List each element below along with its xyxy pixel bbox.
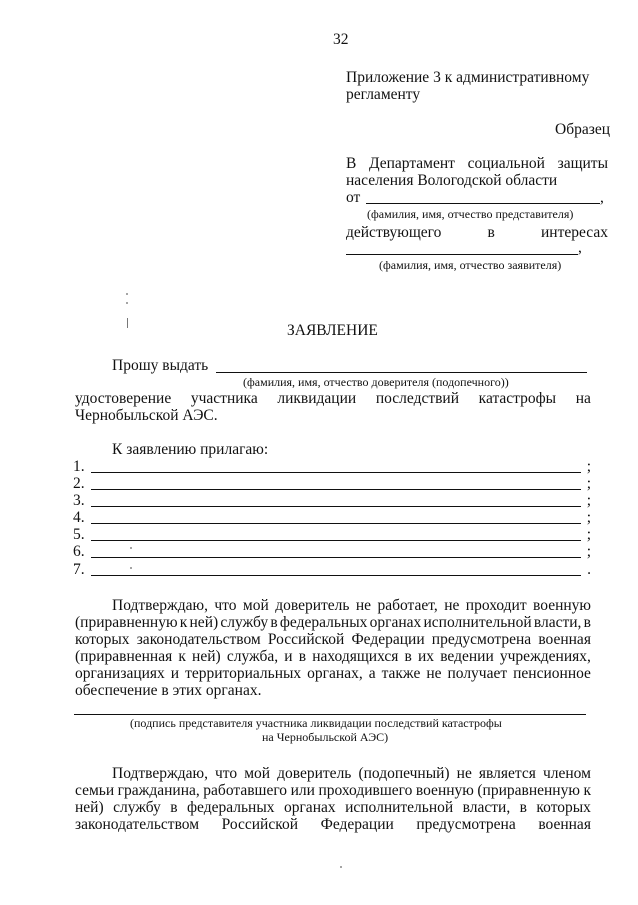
attachment-field-7[interactable] (91, 575, 581, 576)
addressee-line-2: населения Вологодской области (346, 172, 558, 189)
word: (приравненную (75, 614, 178, 631)
request-line-2: Чернобыльской АЭС. (75, 407, 218, 424)
scan-mark (130, 567, 132, 569)
word: не (426, 665, 442, 682)
attachment-field-5[interactable] (91, 540, 581, 541)
confirm1-line-3 (75, 631, 591, 648)
word: и (170, 665, 180, 682)
word: пенсионное (513, 665, 591, 682)
word: в (519, 799, 527, 816)
request-label: Прошу выдать (112, 357, 209, 374)
word: в (298, 648, 307, 665)
appendix-line-1: Приложение 3 к административному (346, 69, 590, 86)
word: Федерации (320, 816, 394, 833)
word: органах (283, 799, 336, 816)
signature-caption-line-1: (подпись представителя участника ликвидации последствий катастрофы (130, 716, 502, 730)
word: мой (244, 765, 271, 782)
word: их (418, 648, 435, 665)
word: предусмотрена (416, 816, 516, 833)
word: к (583, 782, 591, 799)
word: службу (220, 614, 269, 631)
word: власти, (533, 614, 582, 631)
word: доверитель (277, 765, 352, 782)
confirm1-line-1 (112, 597, 591, 614)
word: предусмотрена (431, 631, 532, 648)
word: которых (536, 799, 591, 816)
trustee-name-field[interactable] (216, 372, 587, 373)
word: интересах (541, 224, 608, 241)
word: учреждениях, (499, 648, 591, 665)
item-number: 1. (73, 458, 85, 475)
word: Российской (221, 816, 299, 833)
word: федеральных (279, 614, 368, 631)
sample-label: Образец (555, 121, 611, 138)
word: членом (542, 765, 591, 782)
word: военная (538, 631, 591, 648)
word: к (179, 614, 188, 631)
scan-mark (126, 293, 128, 295)
word: катастрофы (478, 390, 557, 407)
word: не (456, 765, 472, 782)
word: которых (75, 631, 130, 648)
item-number: 3. (73, 492, 85, 509)
word: а (368, 665, 376, 682)
attachment-row-1 (73, 458, 591, 475)
confirm1-line-4 (75, 648, 591, 665)
word: организациях (75, 665, 165, 682)
word: территориальных (185, 665, 302, 682)
word: защиты (557, 155, 608, 172)
item-end: . (587, 561, 591, 578)
from-label: от (346, 189, 361, 206)
word: ликвидации (277, 390, 357, 407)
confirm1-line-6: обеспечение в этих органах. (75, 682, 262, 699)
word: (приравненную (477, 782, 580, 799)
representative-signature-field[interactable] (74, 714, 586, 715)
word: семьи (75, 782, 115, 799)
word: федеральных (187, 799, 275, 816)
word: работает, (377, 597, 438, 614)
item-end: ; (586, 526, 591, 543)
appendix-line-2: регламенту (346, 86, 421, 103)
representative-name-field[interactable] (366, 203, 600, 204)
word: проходит (465, 597, 527, 614)
page-number: 32 (333, 31, 349, 48)
word: и (284, 648, 293, 665)
word: в (583, 614, 591, 631)
attachment-field-2[interactable] (91, 489, 581, 490)
word: участника (190, 390, 258, 407)
word: не (444, 597, 460, 614)
item-number: 6. (73, 543, 85, 560)
scan-mark (126, 302, 128, 304)
word: исполнительной (345, 799, 454, 816)
attachment-row-4 (73, 509, 591, 526)
confirm1-line-5 (75, 665, 591, 682)
word: ней) (189, 614, 219, 631)
word: военную (533, 597, 591, 614)
word: или (290, 782, 315, 799)
word: что (215, 765, 238, 782)
attachment-row-7 (73, 561, 591, 578)
word: работавшего (203, 782, 288, 799)
trustee-caption: (фамилия, имя, отчество доверителя (подопечного)) (243, 375, 509, 389)
applicant-name-field[interactable] (346, 254, 578, 255)
attachment-field-3[interactable] (91, 506, 581, 507)
word: находящихся (312, 648, 399, 665)
word: в (487, 224, 495, 241)
scan-mark (340, 866, 342, 868)
word: Подтверждаю, (112, 597, 208, 614)
item-end: ; (586, 475, 591, 492)
word: (приравненная (75, 648, 173, 665)
document-title: ЗАЯВЛЕНИЕ (287, 322, 378, 339)
word: Федерации (351, 631, 425, 648)
word: органах, (307, 665, 363, 682)
word: на (575, 390, 591, 407)
word: (подопечный) (358, 765, 450, 782)
item-end: ; (586, 492, 591, 509)
attachments-heading: К заявлению прилагаю: (112, 441, 269, 458)
word: также (381, 665, 421, 682)
word: власти, (462, 799, 511, 816)
word: в (170, 799, 178, 816)
attachment-field-1[interactable] (91, 472, 581, 473)
confirm2-line-1 (112, 765, 591, 782)
attachment-row-6 (73, 543, 591, 560)
word: удостоверение (75, 390, 172, 407)
attachment-row-5 (73, 526, 591, 543)
word: проходившего (318, 782, 413, 799)
word: законодательством (136, 631, 261, 648)
word: В (346, 155, 357, 172)
attachment-field-4[interactable] (91, 523, 581, 524)
word: органах (369, 614, 422, 631)
word: законодательством (75, 816, 200, 833)
word: что (214, 597, 237, 614)
word: ней) (192, 648, 221, 665)
attachment-row-2 (73, 475, 591, 492)
request-line-1 (75, 390, 591, 407)
item-end: ; (586, 543, 591, 560)
item-end: ; (586, 509, 591, 526)
word: получает (447, 665, 508, 682)
word: Департамент (368, 155, 455, 172)
word: военная (538, 816, 591, 833)
item-number: 7. (73, 561, 85, 578)
acting-line (346, 224, 608, 241)
addressee-line-1 (346, 155, 608, 172)
scan-mark (127, 318, 128, 328)
word: в (404, 648, 412, 665)
confirm2-line-2 (75, 782, 591, 799)
signature-caption-line-2: на Чернобыльской АЭС) (262, 730, 389, 744)
word: исполнительной (423, 614, 532, 631)
confirm2-line-3 (75, 799, 591, 816)
scan-mark (130, 547, 132, 549)
item-number: 4. (73, 509, 85, 526)
word: ней) (75, 799, 104, 816)
word: действующего (346, 224, 442, 241)
attachment-row-3 (73, 492, 591, 509)
word: мой (242, 597, 269, 614)
applicant-caption: (фамилия, имя, отчество заявителя) (379, 258, 562, 272)
word: Российской (267, 631, 345, 648)
word: гражданина, (117, 782, 200, 799)
word: Подтверждаю, (112, 765, 208, 782)
attachment-field-6[interactable] (91, 557, 581, 558)
word: ведении (440, 648, 494, 665)
from-comma: , (600, 189, 604, 206)
word: к (178, 648, 186, 665)
word: не (355, 597, 372, 614)
word: последствий (375, 390, 460, 407)
word: служба, (226, 648, 279, 665)
word: военную (415, 782, 474, 799)
item-end: ; (586, 458, 591, 475)
word: в (270, 614, 278, 631)
confirm1-line-2 (75, 614, 591, 631)
item-number: 5. (73, 526, 85, 543)
word: службу (113, 799, 161, 816)
item-number: 2. (73, 475, 85, 492)
interest-comma: , (578, 239, 582, 256)
word: является (478, 765, 536, 782)
representative-caption: (фамилия, имя, отчество представителя) (367, 207, 574, 221)
confirm2-line-4 (75, 816, 591, 833)
word: доверитель (275, 597, 350, 614)
word: социальной (467, 155, 545, 172)
